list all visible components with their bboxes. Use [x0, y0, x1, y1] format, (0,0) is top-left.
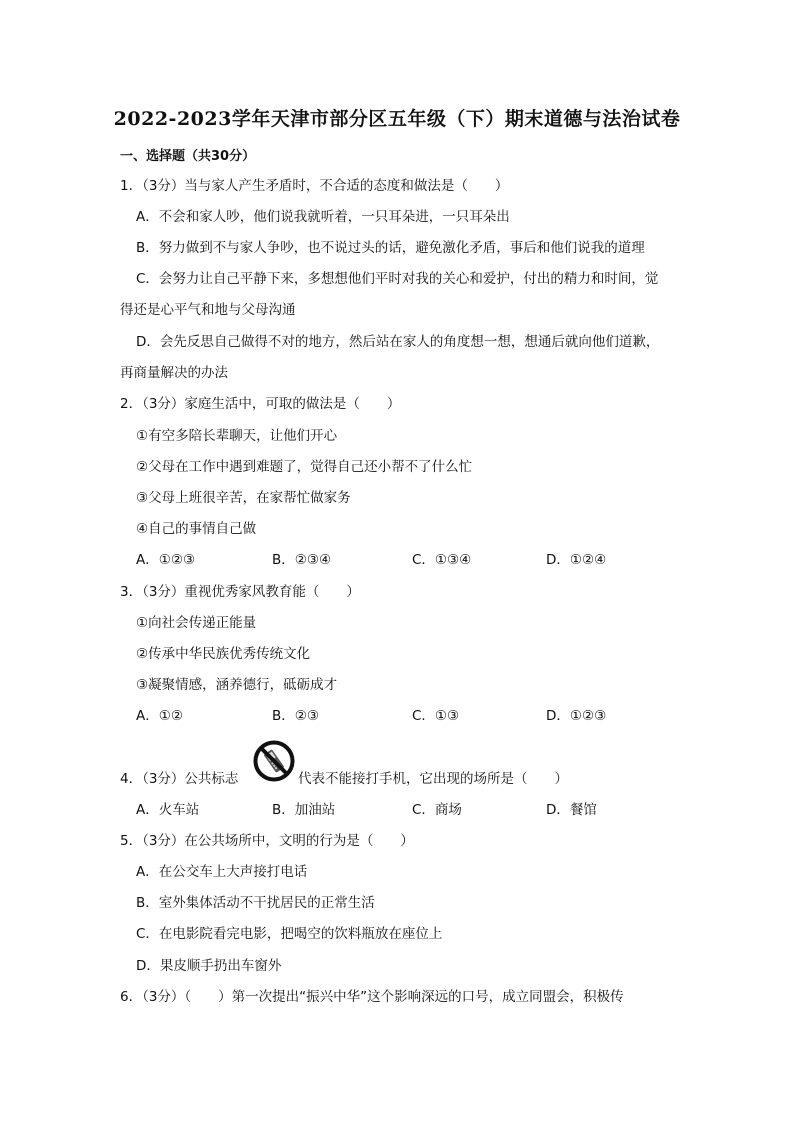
question-5-option-a: A．在公交车上大声接打电话	[136, 864, 308, 880]
question-3-option-d: D．①②③	[546, 708, 607, 724]
question-1-option-d-cont: 再商量解决的办法	[120, 365, 228, 381]
question-1-option-c-cont: 得还是心平气和地与父母沟通	[120, 302, 296, 318]
question-3-item-1: ①向社会传递正能量	[136, 615, 257, 631]
question-4-stem-post: 代表不能接打手机，它出现的场所是（ ）	[298, 771, 568, 787]
question-5-stem: 5．（3分）在公共场所中，文明的行为是（ ）	[120, 833, 414, 849]
question-3-option-a: A．①②	[136, 708, 183, 724]
section-heading: 一、选择题（共30分）	[120, 149, 256, 164]
question-2-stem: 2．（3分）家庭生活中，可取的做法是（ ）	[120, 396, 401, 412]
question-2-option-a: A．①②③	[136, 552, 196, 568]
question-3-option-c: C．①③	[412, 708, 460, 724]
question-5-option-b: B．室外集体活动不干扰居民的正常生活	[136, 895, 375, 911]
question-2-item-1: ①有空多陪长辈聊天，让他们开心	[136, 428, 338, 444]
question-1-option-a: A．不会和家人吵，他们说我就听着，一只耳朵进，一只耳朵出	[136, 209, 510, 225]
question-4-option-c: C．商场	[412, 802, 462, 818]
question-3-item-2: ②传承中华民族优秀传统文化	[136, 646, 311, 662]
question-5-option-c: C．在电影院看完电影，把喝空的饮料瓶放在座位上	[136, 926, 443, 942]
question-3-stem: 3．（3分）重视优秀家风教育能（ ）	[120, 584, 360, 600]
question-4-option-b: B．加油站	[272, 802, 336, 818]
question-4-stem-pre: 4．（3分）公共标志	[120, 771, 239, 787]
question-2-item-3: ③父母上班很辛苦，在家帮忙做家务	[136, 490, 351, 506]
question-1-option-d: D．会先反思自己做得不对的地方，然后站在家人的角度想一想，想通后就向他们道歉，	[136, 334, 660, 350]
question-2-item-4: ④自己的事情自己做	[136, 521, 257, 537]
question-2-option-d: D．①②④	[546, 552, 607, 568]
question-3-option-b: B．②③	[272, 708, 319, 724]
question-4-option-a: A．火车站	[136, 802, 200, 818]
question-2-option-b: B．②③④	[272, 552, 332, 568]
page-title: 2022-2023学年天津市部分区五年级（下）期末道德与法治试卷	[113, 108, 681, 130]
question-4-option-d: D．餐馆	[546, 802, 597, 818]
question-6-stem: 6．（3分）（ ）第一次提出“振兴中华”这个影响深远的口号，成立同盟会，积极传	[120, 989, 624, 1005]
no-phone-sign-icon	[253, 740, 295, 782]
question-2-item-2: ②父母在工作中遇到难题了，觉得自己还小帮不了什么忙	[136, 459, 473, 475]
question-5-option-d: D．果皮顺手扔出车窗外	[136, 958, 282, 974]
question-1-option-b: B．努力做到不与家人争吵，也不说过头的话，避免激化矛盾，事后和他们说我的道理	[136, 240, 645, 256]
question-2-option-c: C．①③④	[412, 552, 472, 568]
question-1-option-c: C．会努力让自己平静下来，多想想他们平时对我的关心和爱护，付出的精力和时间，觉	[136, 271, 659, 287]
question-3-item-3: ③凝聚情感，涵养德行，砥砺成才	[136, 677, 338, 693]
question-1-stem: 1．（3分）当与家人产生矛盾时，不合适的态度和做法是（ ）	[120, 178, 509, 194]
